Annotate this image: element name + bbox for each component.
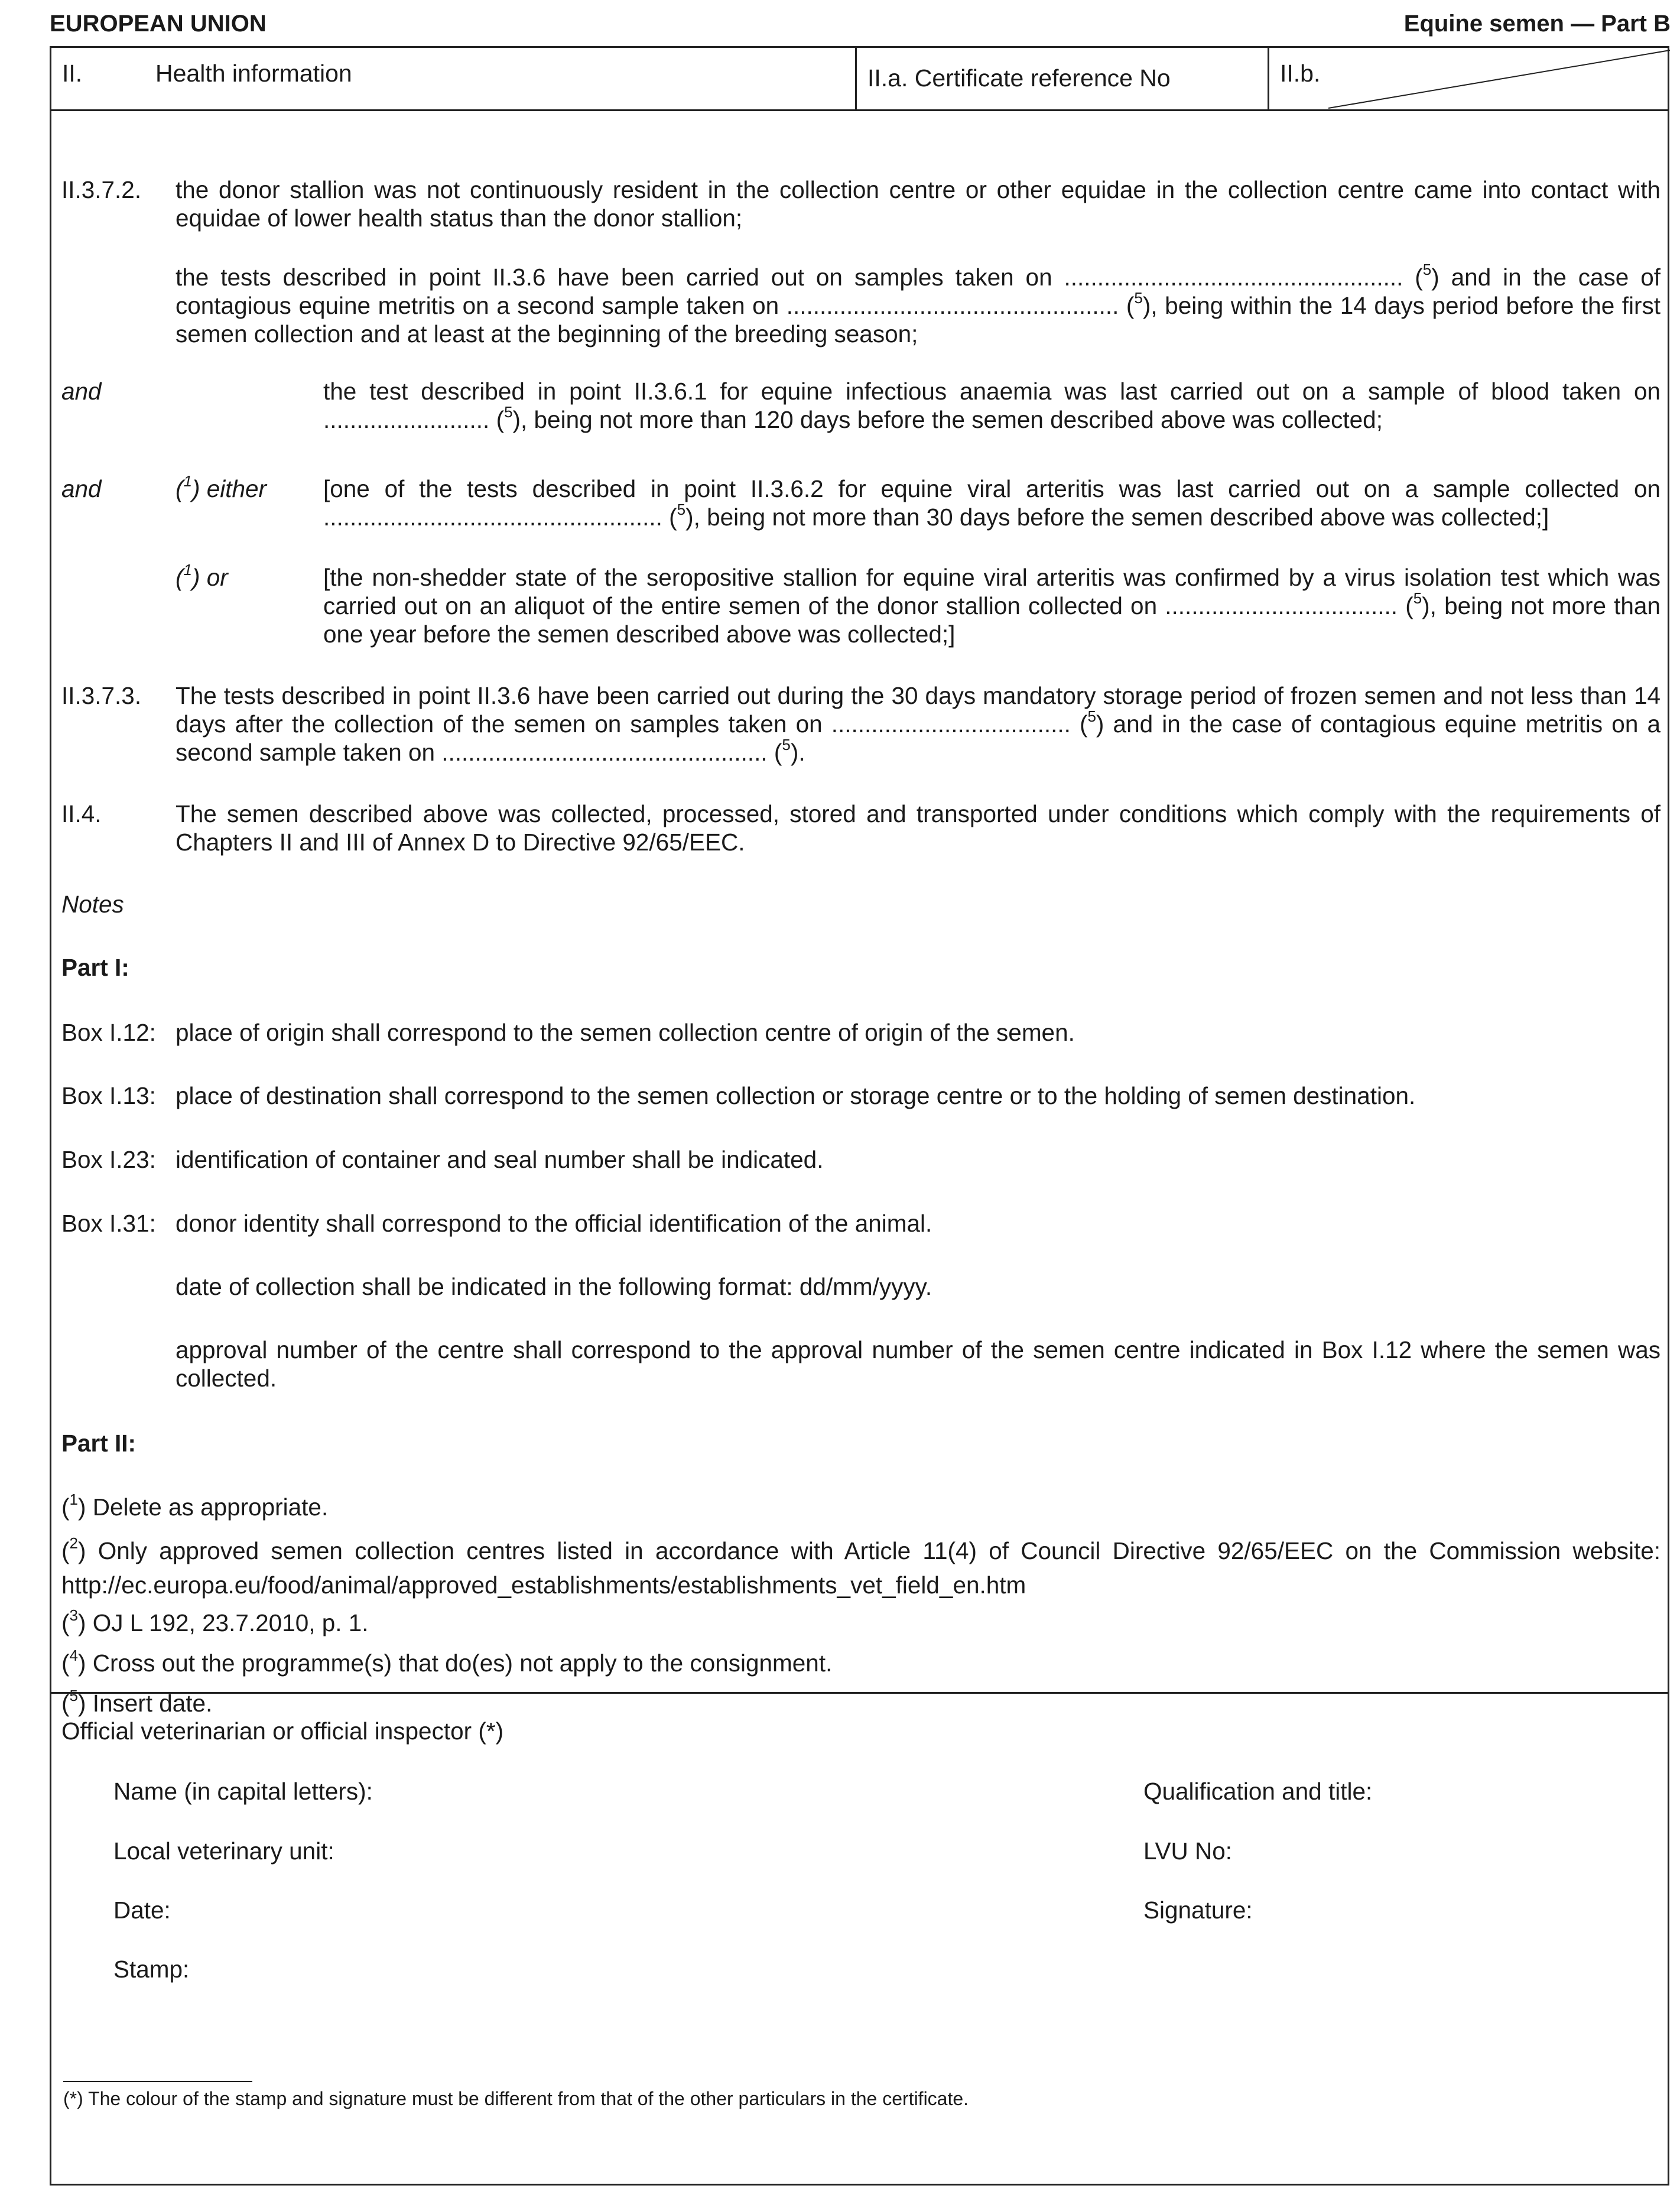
part-one-title: Part I: — [61, 954, 129, 981]
header-part-title: Equine semen — Part B — [1403, 11, 1671, 37]
footnote: ($^2$) Only approved semen collection centres listed in accordance with Article 11(4) of Council Directive 92/65/EEC on the Commission website: http://ec.europa.eu/food/animal/approved_establishments/establishments_vet_field_en.htm — [61, 1534, 1660, 1599]
and-label: and — [61, 475, 102, 502]
or-label: ($^1$) or — [176, 560, 228, 591]
signature-field-label: Signature: — [1143, 1897, 1253, 1924]
note-box-text: date of collection shall be indicated in the following format: dd/mm/yyyy. — [176, 1273, 932, 1300]
notes-title: Notes — [61, 891, 124, 918]
date-field-label: Date: — [113, 1897, 171, 1924]
section-cell — [51, 48, 855, 109]
signature-block-title: Official veterinarian or official inspector (*) — [61, 1717, 504, 1745]
iib-cell — [1268, 48, 1669, 109]
clause-number: II.3.7.3. — [61, 682, 142, 709]
footnote: ($^4$) Cross out the programme(s) that do(es) not apply to the consignment. — [61, 1646, 833, 1677]
certificate-top-bar — [51, 48, 1668, 111]
footnote: ($^5$) Insert date. — [61, 1686, 213, 1717]
and-label: and — [61, 378, 102, 405]
local-veterinary-unit-label: Local veterinary unit: — [113, 1837, 334, 1865]
note-box-text: place of origin shall correspond to the semen collection centre of origin of the semen. — [176, 1019, 1075, 1046]
stamp-field-label: Stamp: — [113, 1956, 190, 1983]
either-label: ($^1$) either — [176, 472, 267, 502]
certificate-reference-label: II.a. Certificate reference No — [867, 64, 1171, 92]
stamp-colour-footnote: (*) The colour of the stamp and signature must be different from that of the other particulars in the certificate. — [63, 2088, 969, 2109]
clause-text: The semen described above was collected, processed, stored and transported under conditions which comply with the requirements of Chapters II and III of Annex D to Directive 92/65/EEC. — [176, 800, 1660, 856]
clause-tests-text: the tests described in point II.3.6 have been carried out on samples taken on ................................................... ($^5$) and in the case of contagious equine metritis on a second sample taken on .................................................. ($^5$), being within the 14 days period before the first semen collection and at least at the beginning of the breeding season; — [176, 260, 1661, 348]
note-box-text: donor identity shall correspond to the official identification of the animal. — [176, 1210, 932, 1237]
eia-test-text: the test described in point II.3.6.1 for equine infectious anaemia was last carried out on a sample of blood taken on ......................... ($^5$), being not more than 120 days before the semen described above was collected; — [323, 378, 1660, 433]
note-box-label: Box I.31: — [61, 1210, 156, 1237]
note-box-label: Box I.12: — [61, 1019, 156, 1046]
clause-number: II.3.7.2. — [61, 176, 142, 203]
name-field-label: Name (in capital letters): — [113, 1778, 373, 1805]
either-option-text: [one of the tests described in point II.3.6.2 for equine viral arteritis was last carried out on a sample collected on ................................................... ($^5$), being not more than 30 days before the semen described above was collected;] — [323, 475, 1660, 531]
note-box-text: approval number of the centre shall correspond to the approval number of the semen centre indicated in Box I.12 where the semen was collected. — [176, 1336, 1660, 1392]
footnote-divider — [63, 2081, 252, 2082]
clause-text: The tests described in point II.3.6 have been carried out during the 30 days mandatory storage period of frozen semen and not less than 14 days after the collection of the semen on samples taken on .................................... ($^5$) and in the case of contagious equine metritis on a second sample taken on ................................................. ($^5$). — [176, 682, 1660, 766]
lvu-number-label: LVU No: — [1143, 1837, 1233, 1865]
clause-text: the donor stallion was not continuously resident in the collection centre or other equidae in the collection centre came into contact with equidae of lower health status than the donor stallion; — [176, 176, 1660, 232]
part-two-title: Part II: — [61, 1430, 137, 1457]
iib-label: II.b. — [1280, 60, 1321, 87]
note-box-label: Box I.13: — [61, 1082, 156, 1109]
section-label: Health information — [155, 60, 352, 87]
qualification-field-label: Qualification and title: — [1143, 1778, 1373, 1805]
header-union-title: EUROPEAN UNION — [50, 11, 267, 37]
note-box-text: place of destination shall correspond to the semen collection or storage centre or to the holding of semen destination. — [176, 1082, 1416, 1109]
note-box-label: Box I.23: — [61, 1146, 156, 1173]
or-option-text: [the non-shedder state of the seropositive stallion for equine viral arteritis was confirmed by a virus isolation test which was carried out on an aliquot of the entire semen of the donor stallion collected on ................................... ($^5$), being not more than one year before the semen described above was collected;] — [323, 564, 1660, 648]
certificate-frame — [50, 46, 1669, 2185]
footnote: ($^3$) OJ L 192, 23.7.2010, p. 1. — [61, 1606, 369, 1636]
diagonal-strike-icon — [1269, 48, 1671, 109]
section-number: II. — [62, 60, 83, 87]
note-box-text: identification of container and seal number shall be indicated. — [176, 1146, 824, 1173]
footnote: ($^1$) Delete as appropriate. — [61, 1490, 329, 1521]
certificate-reference-cell — [855, 48, 1268, 109]
clause-number: II.4. — [61, 800, 102, 827]
